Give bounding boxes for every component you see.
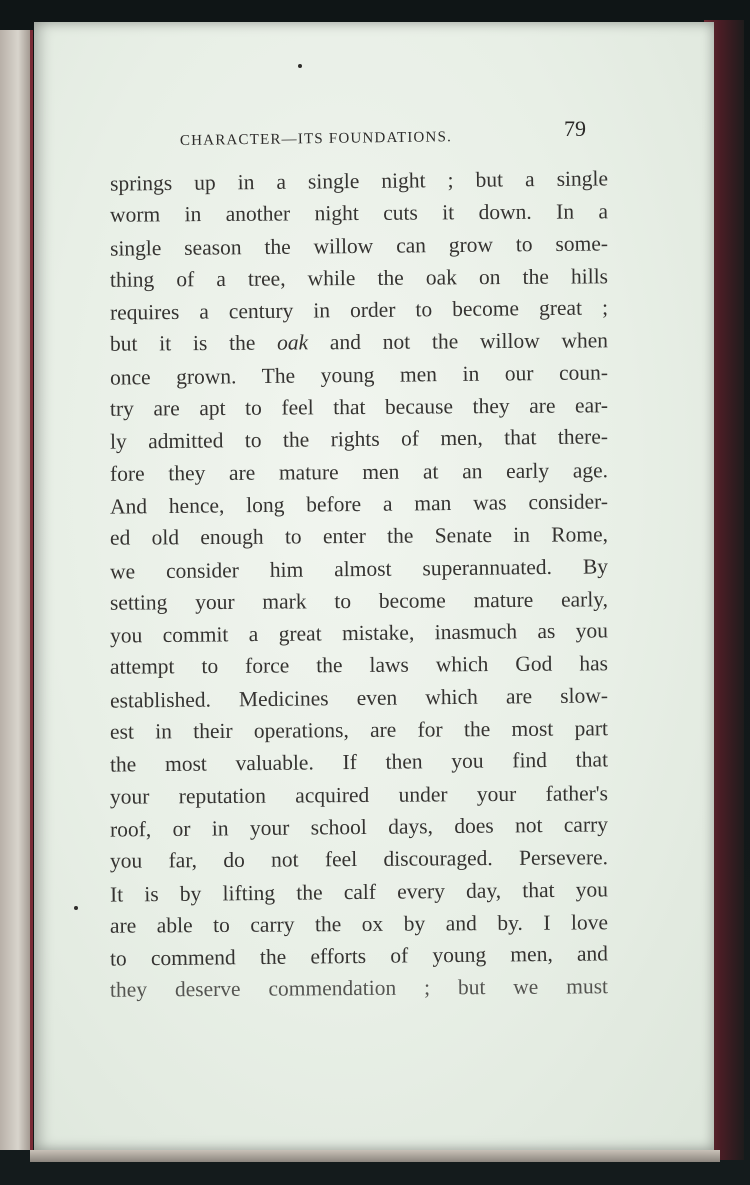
running-title: CHARACTER—ITS FOUNDATIONS.	[179, 129, 453, 149]
facing-page-edge	[0, 30, 33, 1150]
text-line: est in their operations, are for the most part	[109, 716, 609, 744]
text-line: worm in another night cuts it down. In a	[109, 199, 609, 228]
text-line: fore they are mature men at an early age.	[109, 457, 609, 486]
text-line: you far, do not feel discouraged. Persevere.	[109, 845, 609, 873]
page-number: 79	[564, 116, 586, 141]
text-line: springs up in a single night ; but a single	[109, 166, 609, 196]
text-line: established. Medicines even which are slow-	[109, 683, 609, 713]
text-line: setting your mark to become mature early,	[109, 587, 609, 615]
ink-speck	[74, 906, 78, 910]
page-text	[110, 165, 608, 1005]
text-line: you commit a great mistake, inasmuch as you	[109, 618, 609, 648]
text-line: are able to carry the ox by and by. I love	[109, 910, 609, 938]
text-line: try are apt to feel that because they are ear-	[109, 393, 609, 421]
text-line-end: and not the willow when	[308, 328, 609, 355]
italic-word: oak	[276, 330, 309, 356]
text-line: once grown. The young men in our coun-	[109, 360, 609, 390]
text-line: to commend the efforts of young men, and	[109, 941, 609, 971]
text-line: we consider him almost superannuated. By	[109, 553, 609, 584]
page-bottom-edge	[30, 1150, 720, 1162]
text-line	[110, 325, 608, 361]
text-line: attempt to force the laws which God has	[109, 651, 609, 680]
text-line: ed old enough to enter the Senate in Rome,	[109, 522, 609, 551]
text-line: single season the willow can grow to some-	[109, 230, 609, 261]
ink-speck	[298, 64, 302, 68]
text-line: the most valuable. If then you find that	[109, 747, 609, 777]
text-line: they deserve commendation ; but we must	[109, 974, 609, 1003]
text-line: your reputation acquired under your father's	[109, 780, 609, 809]
text-line: ly admitted to the rights of men, that there-	[109, 424, 609, 454]
text-line: It is by lifting the calf every day, that you	[109, 876, 609, 907]
text-line: requires a century in order to become great ;	[109, 295, 609, 325]
text-line-start: but it is the	[109, 331, 278, 357]
text-line: roof, or in your school days, does not carry	[109, 812, 609, 842]
text-line: thing of a tree, while the oak on the hills	[109, 264, 609, 292]
text-line: And hence, long before a man was consider-	[109, 489, 609, 519]
